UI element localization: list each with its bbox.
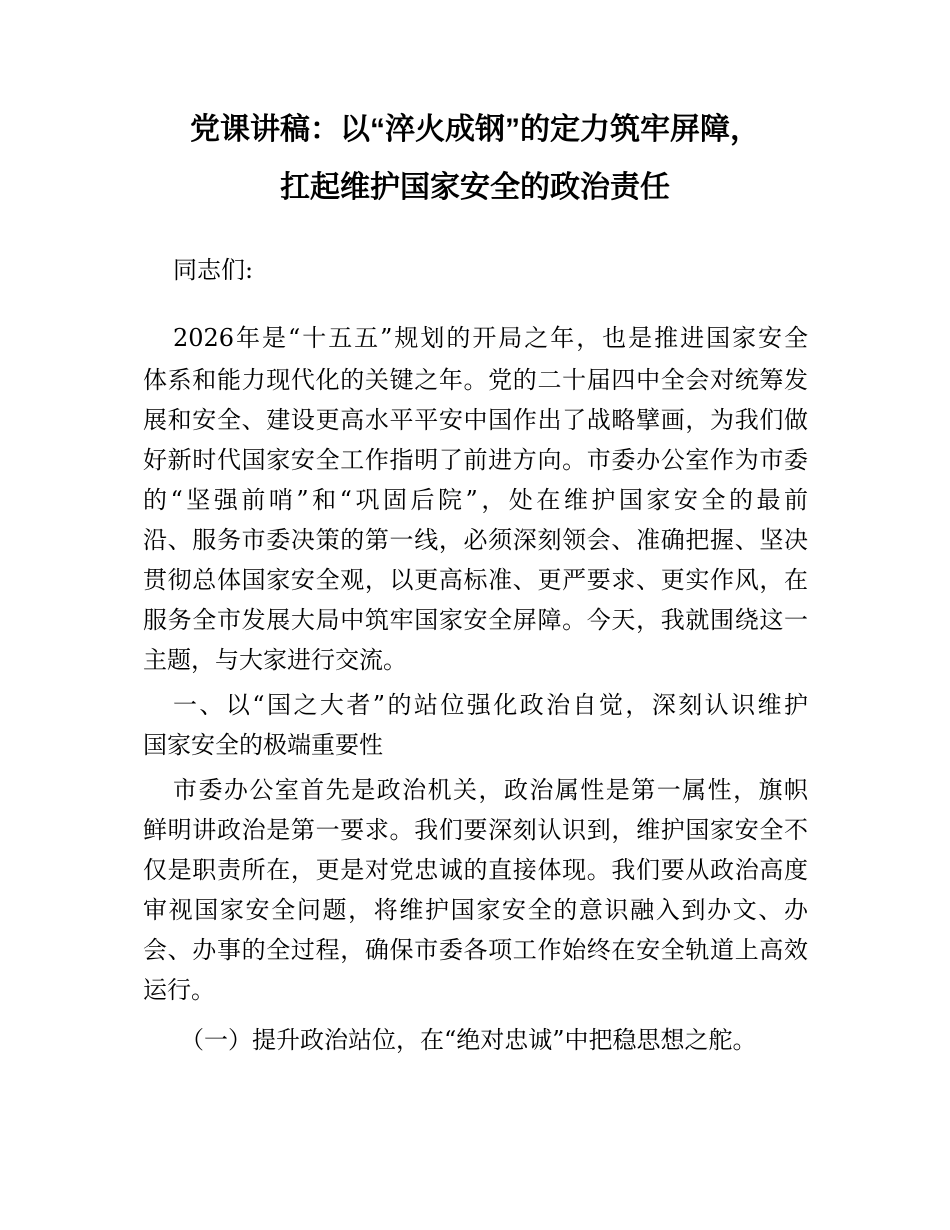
salutation: 同志们: <box>173 256 254 284</box>
paragraph-line: 2026年是“十五五”规划的开局之年，也是推进国家安全 <box>173 324 808 352</box>
paragraph-line: 市委办公室首先是政治机关，政治属性是第一属性，旗帜 <box>173 776 808 804</box>
document-title-line-2: 扛起维护国家安全的政治责任 <box>280 171 670 204</box>
paragraph-line: 的“坚强前哨”和“巩固后院”，处在维护国家安全的最前 <box>143 486 808 514</box>
paragraph-line: 主题，与大家进行交流。 <box>143 646 407 674</box>
paragraph-line: 贯彻总体国家安全观，以更高标准、更严要求、更实作风，在 <box>143 566 808 594</box>
paragraph-line: 展和安全、建设更高水平平安中国作出了战略擘画，为我们做 <box>143 406 808 434</box>
subsection-heading: （一）提升政治站位，在“绝对忠诚”中把稳思想之舵。 <box>180 1026 757 1054</box>
paragraph-line: 体系和能力现代化的关键之年。党的二十届四中全会对统筹发 <box>143 366 808 394</box>
paragraph-line: 鲜明讲政治是第一要求。我们要深刻认识到，维护国家安全不 <box>143 816 808 844</box>
paragraph-line: 好新时代国家安全工作指明了前进方向。市委办公室作为市委 <box>143 446 808 474</box>
section-heading-line: 国家安全的极端重要性 <box>143 731 383 759</box>
document-title-line-1: 党课讲稿：以“淬火成钢”的定力筑牢屏障， <box>190 113 760 146</box>
paragraph-line: 审视国家安全问题，将维护国家安全的意识融入到办文、办 <box>143 896 808 924</box>
paragraph-line: 服务全市发展大局中筑牢国家安全屏障。今天，我就围绕这一 <box>143 606 808 634</box>
paragraph-line: 会、办事的全过程，确保市委各项工作始终在安全轨道上高效 <box>143 936 808 964</box>
paragraph-line: 沿、服务市委决策的第一线，必须深刻领会、准确把握、坚决 <box>143 526 808 554</box>
paragraph-line: 仅是职责所在，更是对党忠诚的直接体现。我们要从政治高度 <box>143 856 808 884</box>
section-heading-line: 一、以“国之大者”的站位强化政治自觉，深刻认识维护 <box>173 691 808 719</box>
paragraph-line: 运行。 <box>143 976 215 1004</box>
